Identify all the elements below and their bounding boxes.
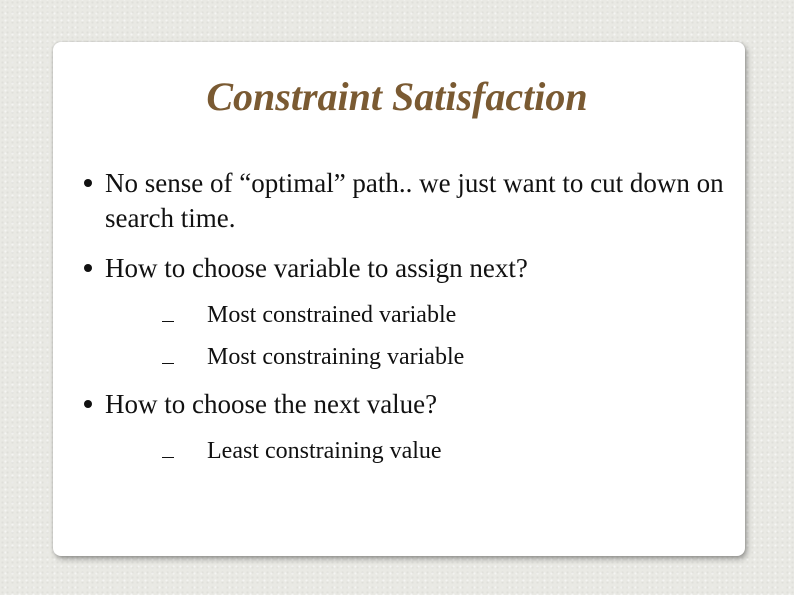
slide-title: Constraint Satisfaction [206, 74, 588, 119]
bullet-marker [84, 179, 92, 187]
sub-item-least-constraining: Least constraining value [207, 438, 442, 464]
sub-item-most-constrained: Most constrained variable [207, 302, 457, 328]
sub-bullet-dash [162, 363, 174, 364]
bullet-item-1: No sense of “optimal” path.. we just want to cut down on search time. [105, 168, 724, 233]
sub-bullet-dash [162, 457, 174, 458]
sub-item-most-constraining: Most constraining variable [207, 344, 465, 370]
bullet-marker [84, 264, 92, 272]
bullet-marker [84, 400, 92, 408]
bullet-item-3: How to choose the next value? [105, 389, 438, 419]
sub-bullet-dash [162, 321, 174, 322]
bullet-item-2: How to choose variable to assign next? [105, 253, 528, 283]
